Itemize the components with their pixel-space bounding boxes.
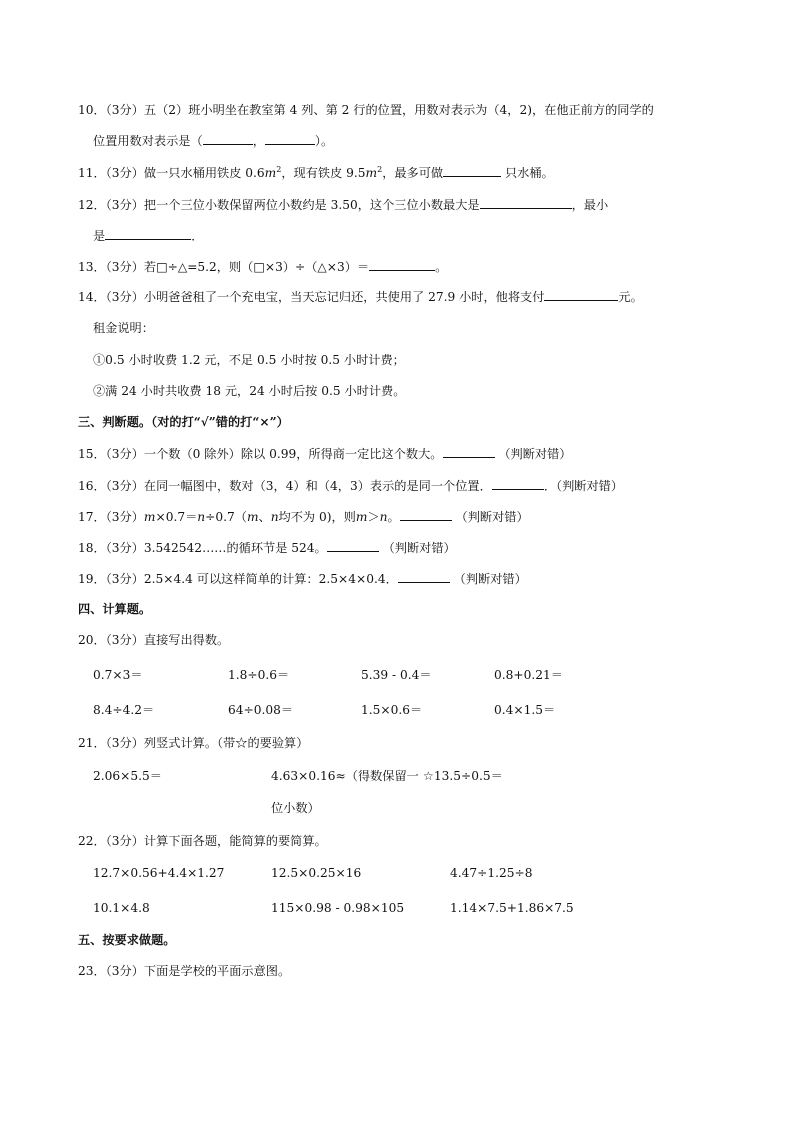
answer-blank[interactable] [105, 226, 191, 240]
q19-line [78, 569, 527, 588]
q11-text-c: ，最多可做 [382, 166, 444, 180]
q11-unit2: m [365, 166, 378, 180]
q16-hint: ．（判断对错） [543, 479, 624, 493]
q11-exp2: 2 [377, 165, 383, 174]
answer-blank[interactable] [369, 257, 435, 271]
q22-item: 10.1×4.8 [93, 901, 150, 915]
q17-m: m [143, 510, 156, 524]
q10-close: ）。 [314, 134, 334, 148]
q18-line [78, 538, 456, 557]
q22-item: 1.14×7.5+1.86×7.5 [450, 901, 574, 915]
q17-t7: 。 [387, 510, 400, 524]
q14-text: 14．（3分）小明爸爸租了一个充电宝，当天忘记归还，共使用了 27.9 小时，他将支付 [78, 290, 545, 304]
answer-blank[interactable] [480, 195, 572, 209]
q17-m2: m [246, 510, 259, 524]
q20-item: 0.4×1.5＝ [494, 703, 556, 717]
q16-line [78, 476, 623, 495]
q20-item: 1.5×0.6＝ [361, 703, 423, 717]
q22-item: 4.47÷1.25÷8 [450, 866, 533, 880]
answer-blank[interactable] [265, 131, 315, 145]
answer-blank[interactable] [443, 444, 495, 458]
q10-comma: ， [252, 134, 265, 148]
q19-hint: （判断对错） [453, 572, 527, 586]
answer-blank[interactable] [544, 287, 618, 301]
q17-n2: n [270, 510, 279, 524]
section-4-heading: 四、计算题。 [78, 602, 152, 616]
q12-text: 12．（3分）把一个三位小数保留两位小数约是 3.50，这个三位小数最大是 [78, 198, 480, 212]
q17-n: n [197, 510, 206, 524]
q21-item-cont: 位小数） [271, 801, 320, 815]
q15-hint: （判断对错） [498, 447, 572, 461]
q12-dot: ． [191, 229, 204, 243]
q22-item: 12.7×0.56+4.4×1.27 [93, 866, 225, 880]
section-3-heading: 三、判断题。（对的打“√”错的打“×”） [78, 415, 289, 429]
q17-t5: 均不为 0)，则 [278, 510, 356, 524]
q11-line [78, 163, 554, 182]
q17-line [78, 507, 529, 526]
q20-item: 0.7×3＝ [93, 668, 143, 682]
q20-item: 8.4÷4.2＝ [93, 703, 155, 717]
q18-hint: （判断对错） [382, 541, 456, 555]
q13-text: 13．（3分）若□÷△=5.2，则（□×3）÷（△×3）＝ [78, 260, 370, 274]
q22-title: 22．（3分）计算下面各题，能简算的要简算。 [78, 834, 327, 848]
answer-blank[interactable] [492, 476, 544, 490]
q16-text: 16．（3分）在同一幅图中，数对（3，4）和（4，3）表示的是同一个位置． [78, 479, 492, 493]
q17-t4: 、 [258, 510, 271, 524]
q22-item: 115×0.98 - 0.98×105 [271, 901, 405, 915]
q14-line [78, 287, 643, 306]
q20-item: 1.8÷0.6＝ [228, 668, 290, 682]
q10-text2: 位置用数对表示是（ [93, 134, 203, 148]
q17-t3: ÷0.7（ [205, 510, 247, 524]
q17-m3: m [355, 510, 368, 524]
q10-line1 [78, 101, 654, 119]
q21-item: 2.06×5.5＝ [93, 769, 162, 783]
q23-text: 23．（3分）下面是学校的平面示意图。 [78, 964, 291, 978]
q15-line [78, 444, 572, 463]
q17-n3: n [379, 510, 388, 524]
q11-text-d: 只水桶。 [501, 166, 554, 180]
q20-title: 20．（3分）直接写出得数。 [78, 633, 230, 647]
q18-text: 18．（3分）3.542542……的循环节是 524。 [78, 541, 327, 555]
q12-line2 [93, 226, 203, 245]
q11-text-b: ，现有铁皮 9.5 [281, 166, 366, 180]
q22-item: 12.5×0.25×16 [271, 866, 362, 880]
q21-item: 4.63×0.16≈（得数保留一 [271, 769, 419, 783]
q21-title: 21．（3分）列竖式计算。（带☆的要验算） [78, 736, 309, 750]
q11-unit: m [264, 166, 277, 180]
q14-rule2: ②满 24 小时共收费 18 元，24 小时后按 0.5 小时计费。 [93, 384, 406, 398]
q20-item: 0.8+0.21＝ [494, 668, 563, 682]
q19-text: 19．（3分）2.5×4.4 可以这样简单的计算：2.5×4×0.4． [78, 572, 398, 586]
q17-t2: ×0.7＝ [155, 510, 198, 524]
q17-hint: （判断对错） [455, 510, 529, 524]
q12-text2: 是 [93, 229, 106, 243]
q14-note-title: 租金说明： [93, 321, 154, 335]
answer-blank[interactable] [400, 507, 452, 521]
q17-t6: ＞ [367, 510, 380, 524]
q13-line [78, 257, 447, 276]
q13-text-b: 。 [435, 260, 448, 274]
q12-text-b: ，最小 [571, 198, 609, 212]
answer-blank[interactable] [443, 163, 501, 177]
q10-text: 10．（3分）五（2）班小明坐在教室第 4 列、第 2 行的位置，用数对表示为（4，2)，在他正前方的同学的 [78, 103, 654, 117]
q20-item: 5.39 - 0.4＝ [361, 668, 432, 682]
q11-text: 11．（3分）做一只水桶用铁皮 0.6 [78, 166, 265, 180]
q20-item: 64÷0.08＝ [228, 703, 294, 717]
q14-rule1: ①0.5 小时收费 1.2 元，不足 0.5 小时按 0.5 小时计费； [93, 353, 405, 367]
answer-blank[interactable] [327, 538, 379, 552]
section-5-heading: 五、按要求做题。 [78, 933, 176, 947]
answer-blank[interactable] [398, 569, 450, 583]
q12-line1 [78, 195, 608, 214]
q11-exp: 2 [276, 165, 282, 174]
q14-text-b: 元。 [618, 290, 643, 304]
q21-item: ☆13.5÷0.5＝ [423, 769, 503, 783]
q17-t1: 17．（3分） [78, 510, 144, 524]
q15-text: 15．（3分）一个数（0 除外）除以 0.99，所得商一定比这个数大。 [78, 447, 443, 461]
q10-line2 [93, 131, 333, 150]
answer-blank[interactable] [203, 131, 253, 145]
